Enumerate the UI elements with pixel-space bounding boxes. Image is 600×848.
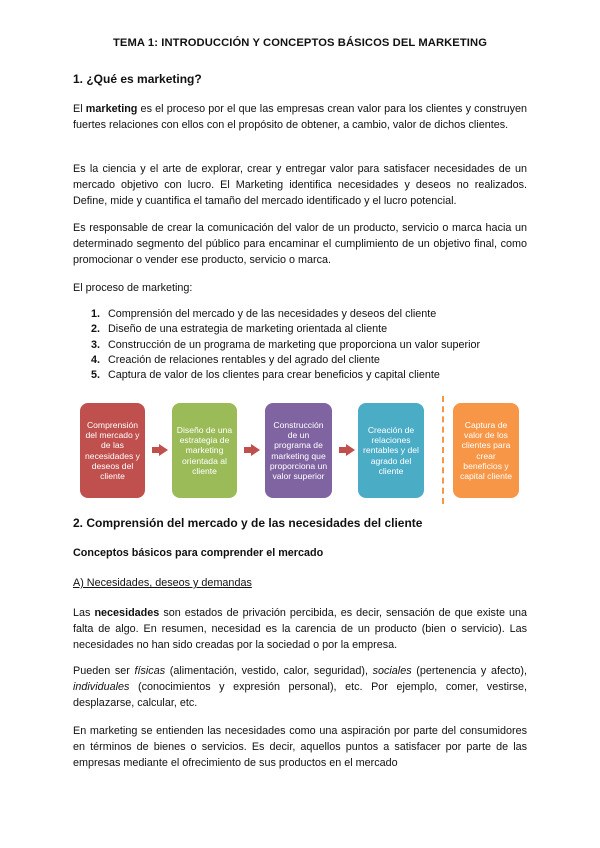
list-item xyxy=(91,322,480,337)
process-intro: El proceso de marketing: xyxy=(73,282,193,294)
arrow-right-icon xyxy=(346,444,355,456)
list-number: 5. xyxy=(91,369,101,382)
text-run: son estados de privación percibida, es decir, sensación de que existe una falta de algo. En resumen, necesidad es la carencia de un producto (bien o servicio). Las necesidades no han sido creadas por la sociedad o por la empresa. xyxy=(73,607,527,651)
italic-term: físicas xyxy=(134,665,166,677)
section-2-paragraph-3: En marketing se entienden las necesidades como una aspiración por parte del consumidores en términos de bienes o servicios. Es decir, aquellos puntos a satisfacer por parte de las empresas mediante el ofrecimiento de sus productos en el mercado xyxy=(73,725,527,769)
list-item xyxy=(91,368,480,383)
list-number: 3. xyxy=(91,338,101,351)
list-number: 4. xyxy=(91,353,101,366)
text-run: (alimentación, vestido, calor, seguridad), xyxy=(165,665,373,677)
flow-box-program: Construcción de un programa de marketing que proporciona un valor superior xyxy=(265,403,332,498)
section-1-paragraph-2: Es la ciencia y el arte de explorar, crear y entregar valor para satisfacer necesidades de un mercado objetivo con lucro. El Marketing identifica necesidades y deseos no realizados. Define, mide y cuantifica el tamaño del mercado identificado y el lucro potencial. xyxy=(73,163,527,207)
bold-term-necesidades: necesidades xyxy=(94,607,160,619)
text-run: (conocimientos y expresión personal), etc. Por ejemplo, comer, vestirse, desplazarse, calcular, etc. xyxy=(73,681,527,709)
list-text: Diseño de una estrategia de marketing orientada al cliente xyxy=(108,323,388,336)
list-text: Creación de relaciones rentables y del agrado del cliente xyxy=(108,353,380,366)
dashed-divider xyxy=(442,396,444,504)
italic-term: sociales xyxy=(372,665,412,677)
section-1-paragraph-1 xyxy=(73,101,527,133)
list-item xyxy=(91,338,480,353)
text-run: (pertenencia y afecto), xyxy=(411,665,527,677)
section-2-subheading: Conceptos básicos para comprender el mercado xyxy=(73,547,324,559)
process-steps-list xyxy=(91,307,480,383)
list-number: 1. xyxy=(91,308,101,320)
section-2-heading: 2. Comprensión del mercado y de las necesidades del cliente xyxy=(73,516,423,530)
text-run: Pueden ser xyxy=(73,665,135,677)
section-2-underlined-heading: A) Necesidades, deseos y demandas xyxy=(73,577,252,589)
list-text: Construcción de un programa de marketing que proporciona un valor superior xyxy=(108,338,481,351)
section-1-heading: 1. ¿Qué es marketing? xyxy=(73,72,202,86)
flow-box-capture-value: Captura de valor de los clientes para crear beneficios y capital cliente xyxy=(453,403,519,498)
arrow-right-icon xyxy=(159,444,168,456)
text-run: El xyxy=(73,103,86,115)
bold-term-marketing: marketing xyxy=(85,103,138,115)
flow-box-understanding: Comprensión del mercado y de las necesidades y deseos del cliente xyxy=(80,403,145,498)
process-flow-diagram xyxy=(0,400,600,500)
list-item xyxy=(91,353,480,368)
arrow-right-icon xyxy=(251,444,260,456)
text-run: es el proceso por el que las empresas crean valor para los clientes y construyen fuertes relaciones con ellos con el propósito de obtener, a cambio, valor de dichos clientes. xyxy=(73,103,527,131)
italic-term: individuales xyxy=(73,681,130,693)
document-title: TEMA 1: INTRODUCCIÓN Y CONCEPTOS BÁSICOS DEL MARKETING xyxy=(113,37,487,49)
text-run: Las xyxy=(73,607,95,619)
list-number: 2. xyxy=(91,323,101,336)
list-text: Comprensión del mercado y de las necesidades y deseos del cliente xyxy=(108,308,437,320)
section-2-paragraph-1 xyxy=(73,605,527,653)
section-2-paragraph-2 xyxy=(73,663,527,711)
section-1-paragraph-3: Es responsable de crear la comunicación del valor de un producto, servicio o marca hacia un determinado segmento del público para encaminar el cumplimiento de un objetivo final, como promocionar o vender ese producto, servicio o marca. xyxy=(73,222,527,266)
flow-box-strategy: Diseño de una estrategia de marketing orientada al cliente xyxy=(172,403,237,498)
list-item xyxy=(91,307,480,322)
flow-box-relationships: Creación de relaciones rentables y del agrado del cliente xyxy=(358,403,424,498)
list-text: Captura de valor de los clientes para crear beneficios y capital cliente xyxy=(108,369,440,382)
